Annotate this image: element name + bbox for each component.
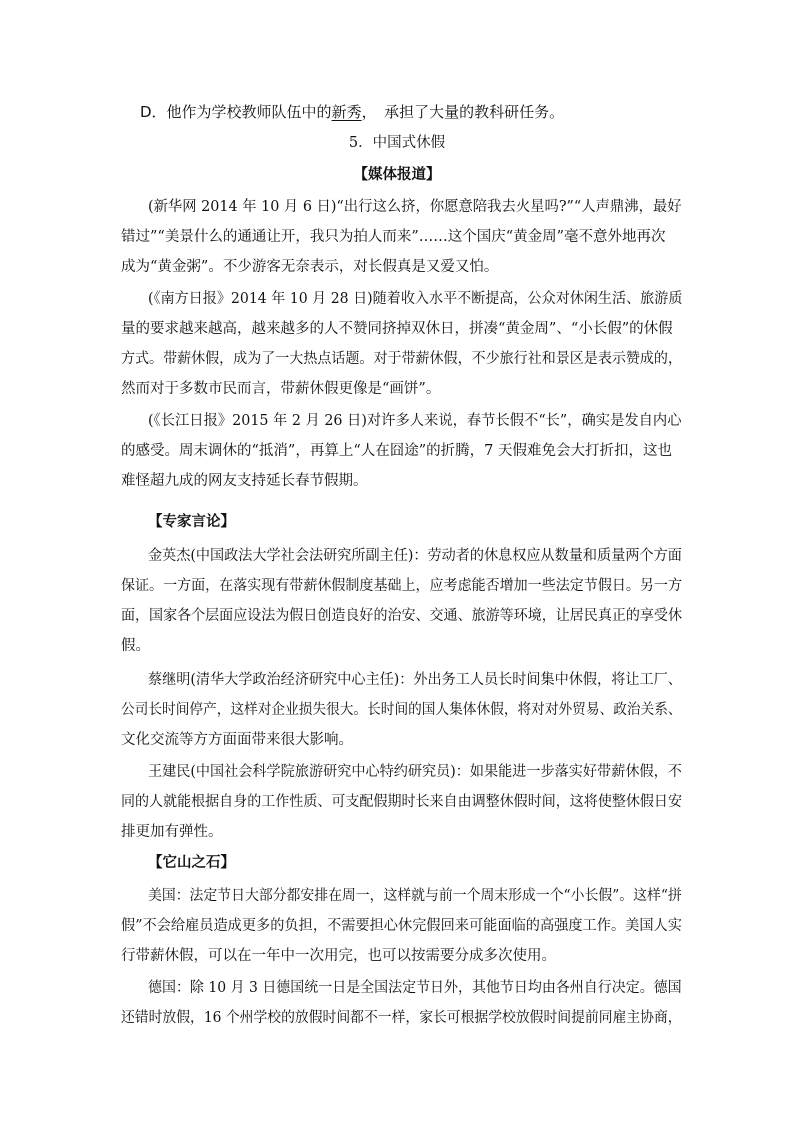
section-title: 5．中国式休假 (348, 135, 446, 151)
foreign-paragraph-1-line-2: 假”不会给雇员造成更多的负担，不需要担心休完假回来可能面临的高强度工作。美国人实 (121, 918, 682, 934)
media-paragraph-3-line-3: 难怪超九成的网友支持延长春节假期。 (121, 473, 368, 489)
foreign-paragraph-1-line-3: 行带薪休假，可以在一年中一次用完，也可以按需要分成多次使用。 (121, 948, 556, 964)
media-paragraph-3-line-1: (《长江日报》2015 年 2 月 26 日)对许多人来说，春节长假不“长”，确实是发自内心 (148, 413, 682, 429)
option-d-prefix: D．他作为学校教师队伍中的 (140, 103, 332, 121)
foreign-paragraph-2-line-2: 还错时放假，16 个州学校的放假时间都不一样，家长可根据学校放假时间提前同雇主协商， (121, 1010, 682, 1026)
expert-paragraph-2-line-2: 公司长时间停产，这样对企业损失很大。长时间的国人集体休假，将对对外贸易、政治关系、 (121, 702, 682, 718)
expert-paragraph-3-line-1: 王建民(中国社会科学院旅游研究中心特约研究员)：如果能进一步落实好带薪休假，不 (148, 764, 682, 780)
expert-paragraph-1-line-4: 假。 (121, 638, 150, 654)
expert-heading: 【专家言论】 (148, 513, 235, 530)
expert-paragraph-1-line-2: 保证。一方面，在落实现有带薪休假制度基础上，应考虑能否增加一些法定节假日。另一方 (121, 578, 682, 594)
option-d-suffix: ， 承担了大量的教科研任务。 (361, 103, 565, 121)
media-paragraph-2-line-2: 量的要求越来越高，越来越多的人不赞同挤掉双休日，拼凑“黄金周”、“小长假”的休假 (121, 321, 673, 337)
media-paragraph-2-line-3: 方式。带薪休假，成为了一大热点话题。对于带薪休假，不少旅行社和景区是表示赞成的， (121, 351, 682, 367)
expert-paragraph-1-line-1: 金英杰(中国政法大学社会法研究所副主任)：劳动者的休息权应从数量和质量两个方面 (148, 548, 682, 564)
foreign-paragraph-1-line-1: 美国：法定节日大部分都安排在周一，这样就与前一个周末形成一个“小长假”。这样“拼 (148, 888, 682, 904)
foreign-heading: 【它山之石】 (148, 854, 235, 871)
option-d (140, 102, 564, 122)
expert-paragraph-2-line-1: 蔡继明(清华大学政治经济研究中心主任)：外出务工人员长时间集中休假，将让工厂、 (148, 672, 682, 688)
media-heading: 【媒体报道】 (353, 166, 441, 183)
media-paragraph-1-line-3: 成为“黄金粥”。不少游客无奈表示，对长假真是又爱又怕。 (121, 259, 499, 275)
expert-paragraph-1-line-3: 面，国家各个层面应设法为假日创造良好的治安、交通、旅游等环境，让居民真正的享受休 (121, 608, 682, 624)
media-paragraph-1-line-2: 错过”“美景什么的通通让开，我只为拍人而来”……这个国庆“黄金周”毫不意外地再次 (121, 229, 666, 245)
option-d-underlined-word: 新秀 (331, 103, 362, 121)
expert-paragraph-3-line-3: 排更加有弹性。 (121, 824, 223, 840)
expert-paragraph-3-line-2: 同的人就能根据自身的工作性质、可支配假期时长来自由调整休假时间，这将使整休假日安 (121, 794, 682, 810)
media-paragraph-3-line-2: 的感受。周末调休的“抵消”，再算上“人在囧途”的折腾，7 天假难免会大打折扣，这也 (121, 443, 672, 459)
media-paragraph-2-line-1: (《南方日报》2014 年 10 月 28 日)随着收入水平不断提高，公众对休闲生活、旅游质 (148, 291, 683, 307)
media-paragraph-1-line-1: (新华网 2014 年 10 月 6 日)“出行这么挤，你愿意陪我去火星吗?”“人声鼎沸，最好 (148, 199, 682, 215)
foreign-paragraph-2-line-1: 德国：除 10 月 3 日德国统一日是全国法定节日外，其他节日均由各州自行决定。德国 (148, 980, 682, 996)
media-paragraph-2-line-4: 然而对于多数市民而言，带薪休假更像是“画饼”。 (121, 381, 441, 397)
expert-paragraph-2-line-3: 文化交流等方方面面带来很大影响。 (121, 732, 353, 748)
